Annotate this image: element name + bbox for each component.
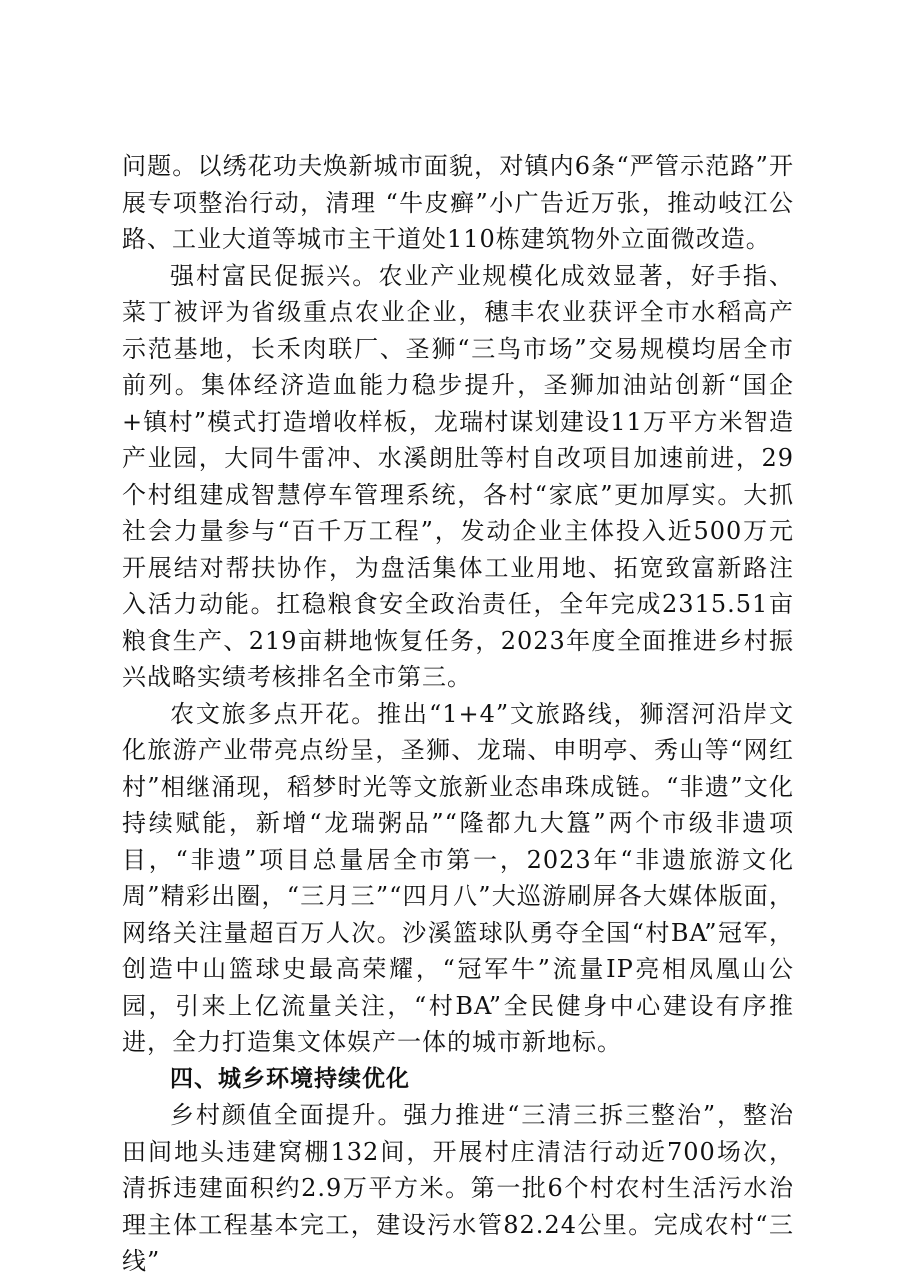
paragraph-continued: 问题。以绣花功夫焕新城市面貌，对镇内6条“严管示范路”开展专项整治行动，清理 “牛皮癣”小广告近万张，推动岐江公路、工业大道等城市主干道处110栋建筑物外立面微改造。: [122, 152, 794, 253]
paragraph-rural-revitalization: 强村富民促振兴。农业产业规模化成效显著，好手指、菜丁被评为省级重点农业企业，穗丰农业获评全市水稻高产示范基地，长禾肉联厂、圣狮“三鸟市场”交易规模均居全市前列。集体经济造血能力稳步提升，圣狮加油站创新“国企+镇村”模式打造增收样板，龙瑞村谋划建设11万平方米智造产业园，大同牛雷冲、水溪朗肚等村自改项目加速前进，29个村组建成智慧停车管理系统，各村“家底”更加厚实。大抓社会力量参与“百千万工程”，发动企业主体投入近500万元开展结对帮扶协作，为盘活集体工业用地、拓宽致富新路注入活力动能。扛稳粮食安全政治责任，全年完成2315.51亩粮食生产、219亩耕地恢复任务，2023年度全面推进乡村振兴战略实绩考核排名全市第三。: [122, 261, 794, 691]
paragraph-agri-culture-tourism: 农文旅多点开花。推出“1+4”文旅路线，狮滘河沿岸文化旅游产业带亮点纷呈，圣狮、龙瑞、申明亭、秀山等“网红村”相继涌现，稻梦时光等文旅新业态串珠成链。“非遗”文化持续赋能，新增“龙瑞粥品”“隆都九大簋”两个市级非遗项目，“非遗”项目总量居全市第一，2023年“非遗旅游文化周”精彩出圈，“三月三”“四月八”大巡游刷屏各大媒体版面，网络关注量超百万人次。沙溪篮球队勇夺全国“村BA”冠军，创造中山篮球史最高荣耀，“冠军牛”流量IP亮相凤凰山公园，引来上亿流量关注，“村BA”全民健身中心建设有序推进，全力打造集文体娱产一体的城市新地标。: [122, 699, 794, 1056]
paragraph-village-appearance: 乡村颜值全面提升。强力推进“三清三拆三整治”，整治田间地头违建窝棚132间，开展村庄清洁行动近700场次，清拆违建面积约2.9万平方米。第一批6个村农村生活污水治理主体工程基本完工，建设污水管82.24公里。完成农村“三线”: [122, 1101, 794, 1275]
section-heading: 四、城乡环境持续优化: [170, 1065, 410, 1092]
document-body: [122, 148, 794, 1280]
